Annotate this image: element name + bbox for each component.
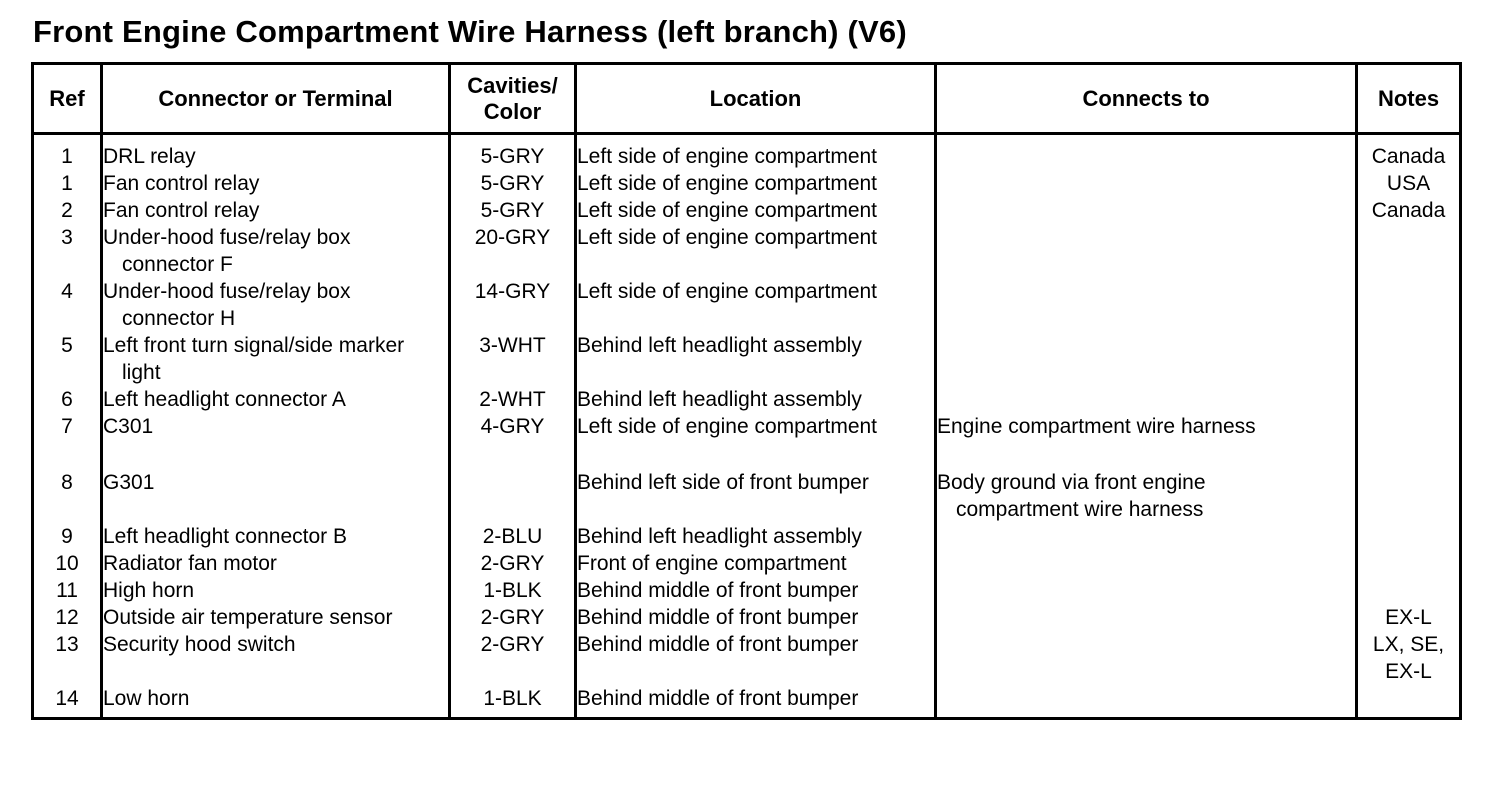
table-body bbox=[33, 134, 1461, 719]
notes-cell bbox=[1357, 523, 1461, 550]
notes-line: USA bbox=[1386, 172, 1431, 195]
notes-line: EX-L bbox=[1385, 606, 1432, 629]
ref-cell: 13 bbox=[55, 633, 79, 656]
cavities-cell: 5-GRY bbox=[450, 134, 576, 171]
connector-text bbox=[103, 197, 448, 224]
header-cavities-line2: Color bbox=[483, 98, 542, 124]
connector-text bbox=[103, 631, 448, 658]
connector-cell bbox=[102, 604, 450, 631]
notes-cell bbox=[1357, 685, 1461, 719]
connects-to-cell bbox=[936, 469, 1357, 523]
ref-cell: 1 bbox=[61, 172, 73, 195]
header-cavities-line1: Cavities/ bbox=[467, 72, 558, 98]
connects-to-cell bbox=[936, 577, 1357, 604]
connector-text bbox=[103, 170, 448, 197]
header-notes: Notes bbox=[1357, 64, 1461, 134]
notes-cell bbox=[1357, 550, 1461, 577]
location-cell: Behind middle of front bumper bbox=[576, 604, 936, 631]
cavities-cell: 1-BLK bbox=[450, 577, 576, 604]
connector-cell bbox=[102, 631, 450, 685]
cavities-cell: 20-GRY bbox=[450, 224, 576, 278]
connects-to-cell bbox=[936, 278, 1357, 332]
connector-line: Left front turn signal/side marker bbox=[103, 334, 405, 357]
table-row bbox=[33, 631, 1461, 685]
table-row bbox=[33, 550, 1461, 577]
harness-table bbox=[31, 62, 1462, 720]
connects-to-cell bbox=[936, 604, 1357, 631]
ref-cell: 2 bbox=[61, 199, 73, 222]
connector-line: G301 bbox=[103, 471, 155, 494]
table-header-row bbox=[33, 64, 1461, 134]
ref-cell: 8 bbox=[61, 471, 73, 494]
connector-text bbox=[103, 523, 448, 550]
location-cell: Left side of engine compartment bbox=[576, 278, 936, 332]
ref-cell: 9 bbox=[61, 525, 73, 548]
connector-line: connector H bbox=[122, 307, 236, 330]
header-connects-to: Connects to bbox=[936, 64, 1357, 134]
header-location: Location bbox=[576, 64, 936, 134]
connects-to-cell bbox=[936, 631, 1357, 685]
connector-text bbox=[103, 550, 448, 577]
table-row bbox=[33, 332, 1461, 386]
connector-line: Security hood switch bbox=[103, 633, 296, 656]
cavities-cell: 14-GRY bbox=[450, 278, 576, 332]
connects-to-text bbox=[937, 469, 1355, 523]
connector-cell bbox=[102, 523, 450, 550]
connector-text bbox=[103, 386, 448, 413]
table-row bbox=[33, 197, 1461, 224]
connector-cell bbox=[102, 278, 450, 332]
connector-cell bbox=[102, 469, 450, 523]
connector-text bbox=[103, 278, 448, 332]
cavities-cell: 1-BLK bbox=[450, 685, 576, 719]
connects-to-cell bbox=[936, 224, 1357, 278]
table-row bbox=[33, 386, 1461, 413]
location-cell: Behind middle of front bumper bbox=[576, 577, 936, 604]
notes-cell bbox=[1357, 170, 1461, 197]
connector-text bbox=[103, 577, 448, 604]
location-cell: Behind left headlight assembly bbox=[576, 523, 936, 550]
header-ref: Ref bbox=[33, 64, 102, 134]
connector-line: Low horn bbox=[103, 687, 190, 710]
connector-text bbox=[103, 604, 448, 631]
table-row bbox=[33, 224, 1461, 278]
connector-line: Fan control relay bbox=[103, 199, 260, 222]
location-cell: Front of engine compartment bbox=[576, 550, 936, 577]
connector-line: C301 bbox=[103, 415, 154, 438]
connector-line: Left headlight connector A bbox=[103, 388, 346, 411]
cavities-cell: 3-WHT bbox=[450, 332, 576, 386]
connects-to-cell bbox=[936, 134, 1357, 171]
connector-text bbox=[103, 413, 448, 440]
connector-text bbox=[103, 143, 448, 170]
connector-cell bbox=[102, 386, 450, 413]
connects-to-cell bbox=[936, 170, 1357, 197]
location-cell: Behind middle of front bumper bbox=[576, 685, 936, 719]
notes-cell bbox=[1357, 278, 1461, 332]
header-connector: Connector or Terminal bbox=[102, 64, 450, 134]
cavities-cell: 5-GRY bbox=[450, 170, 576, 197]
connector-cell bbox=[102, 577, 450, 604]
connector-line: Left headlight connector B bbox=[103, 525, 348, 548]
location-cell: Left side of engine compartment bbox=[576, 134, 936, 171]
ref-cell: 3 bbox=[61, 226, 73, 249]
connects-to-cell bbox=[936, 332, 1357, 386]
cavities-cell: 5-GRY bbox=[450, 197, 576, 224]
ref-cell: 4 bbox=[61, 280, 73, 303]
notes-cell bbox=[1357, 224, 1461, 278]
cavities-cell: 2-GRY bbox=[450, 604, 576, 631]
table-row bbox=[33, 604, 1461, 631]
notes-line: LX, SE, bbox=[1372, 633, 1445, 656]
location-cell: Left side of engine compartment bbox=[576, 197, 936, 224]
location-cell: Left side of engine compartment bbox=[576, 170, 936, 197]
notes-cell bbox=[1357, 413, 1461, 469]
notes-cell bbox=[1357, 631, 1461, 685]
connector-line: Under-hood fuse/relay box bbox=[103, 226, 351, 249]
connector-line: Radiator fan motor bbox=[103, 552, 277, 575]
location-cell: Behind middle of front bumper bbox=[576, 631, 936, 685]
connector-line: DRL relay bbox=[103, 145, 196, 168]
ref-cell: 14 bbox=[55, 687, 79, 710]
cavities-cell: 2-BLU bbox=[450, 523, 576, 550]
table-row bbox=[33, 134, 1461, 171]
connector-cell bbox=[102, 134, 450, 171]
location-cell: Left side of engine compartment bbox=[576, 413, 936, 469]
cavities-cell: 4-GRY bbox=[450, 413, 576, 469]
connector-line: Under-hood fuse/relay box bbox=[103, 280, 351, 303]
connector-line: Fan control relay bbox=[103, 172, 260, 195]
ref-cell: 10 bbox=[55, 552, 79, 575]
connector-cell bbox=[102, 170, 450, 197]
connects-to-cell bbox=[936, 413, 1357, 469]
notes-cell bbox=[1357, 604, 1461, 631]
connector-cell bbox=[102, 550, 450, 577]
notes-line: Canada bbox=[1371, 145, 1446, 168]
connects-to-cell bbox=[936, 197, 1357, 224]
location-cell: Behind left side of front bumper bbox=[576, 469, 936, 523]
table-row bbox=[33, 469, 1461, 523]
notes-cell bbox=[1357, 469, 1461, 523]
notes-cell bbox=[1357, 332, 1461, 386]
connects-to-line: Engine compartment wire harness bbox=[937, 415, 1256, 438]
connector-text bbox=[103, 469, 448, 496]
ref-cell: 5 bbox=[61, 334, 73, 357]
connects-to-cell bbox=[936, 386, 1357, 413]
table-row bbox=[33, 278, 1461, 332]
location-cell: Behind left headlight assembly bbox=[576, 332, 936, 386]
ref-cell: 11 bbox=[56, 579, 78, 602]
table-row bbox=[33, 413, 1461, 469]
notes-line: EX-L bbox=[1385, 660, 1432, 683]
cavities-cell: 2-GRY bbox=[450, 631, 576, 685]
location-cell: Left side of engine compartment bbox=[576, 224, 936, 278]
connector-cell bbox=[102, 332, 450, 386]
connector-text bbox=[103, 224, 448, 278]
connector-text bbox=[103, 332, 448, 386]
table-row bbox=[33, 170, 1461, 197]
table-row bbox=[33, 685, 1461, 719]
ref-cell: 7 bbox=[61, 415, 73, 438]
connects-to-cell bbox=[936, 685, 1357, 719]
table-row bbox=[33, 523, 1461, 550]
cavities-cell bbox=[450, 469, 576, 523]
connects-to-line: compartment wire harness bbox=[956, 498, 1204, 521]
header-cavities bbox=[450, 64, 576, 134]
connector-cell bbox=[102, 413, 450, 469]
connector-line: High horn bbox=[103, 579, 195, 602]
notes-line: Canada bbox=[1371, 199, 1446, 222]
ref-cell: 6 bbox=[61, 388, 73, 411]
connects-to-cell bbox=[936, 523, 1357, 550]
cavities-cell: 2-GRY bbox=[450, 550, 576, 577]
connects-to-cell bbox=[936, 550, 1357, 577]
table-row bbox=[33, 577, 1461, 604]
notes-cell bbox=[1357, 134, 1461, 171]
ref-cell: 12 bbox=[55, 606, 79, 629]
connector-text bbox=[103, 685, 448, 712]
page-title: Front Engine Compartment Wire Harness (left branch) (V6) bbox=[33, 14, 907, 49]
notes-cell bbox=[1357, 197, 1461, 224]
connector-cell bbox=[102, 224, 450, 278]
connector-cell bbox=[102, 685, 450, 719]
cavities-cell: 2-WHT bbox=[450, 386, 576, 413]
location-cell: Behind left headlight assembly bbox=[576, 386, 936, 413]
connector-line: connector F bbox=[122, 253, 233, 276]
notes-cell bbox=[1357, 386, 1461, 413]
connector-cell bbox=[102, 197, 450, 224]
notes-cell bbox=[1357, 577, 1461, 604]
connects-to-text bbox=[937, 413, 1355, 440]
ref-cell: 1 bbox=[61, 145, 73, 168]
connects-to-line: Body ground via front engine bbox=[937, 471, 1206, 494]
connector-line: light bbox=[122, 361, 161, 384]
connector-line: Outside air temperature sensor bbox=[103, 606, 393, 629]
